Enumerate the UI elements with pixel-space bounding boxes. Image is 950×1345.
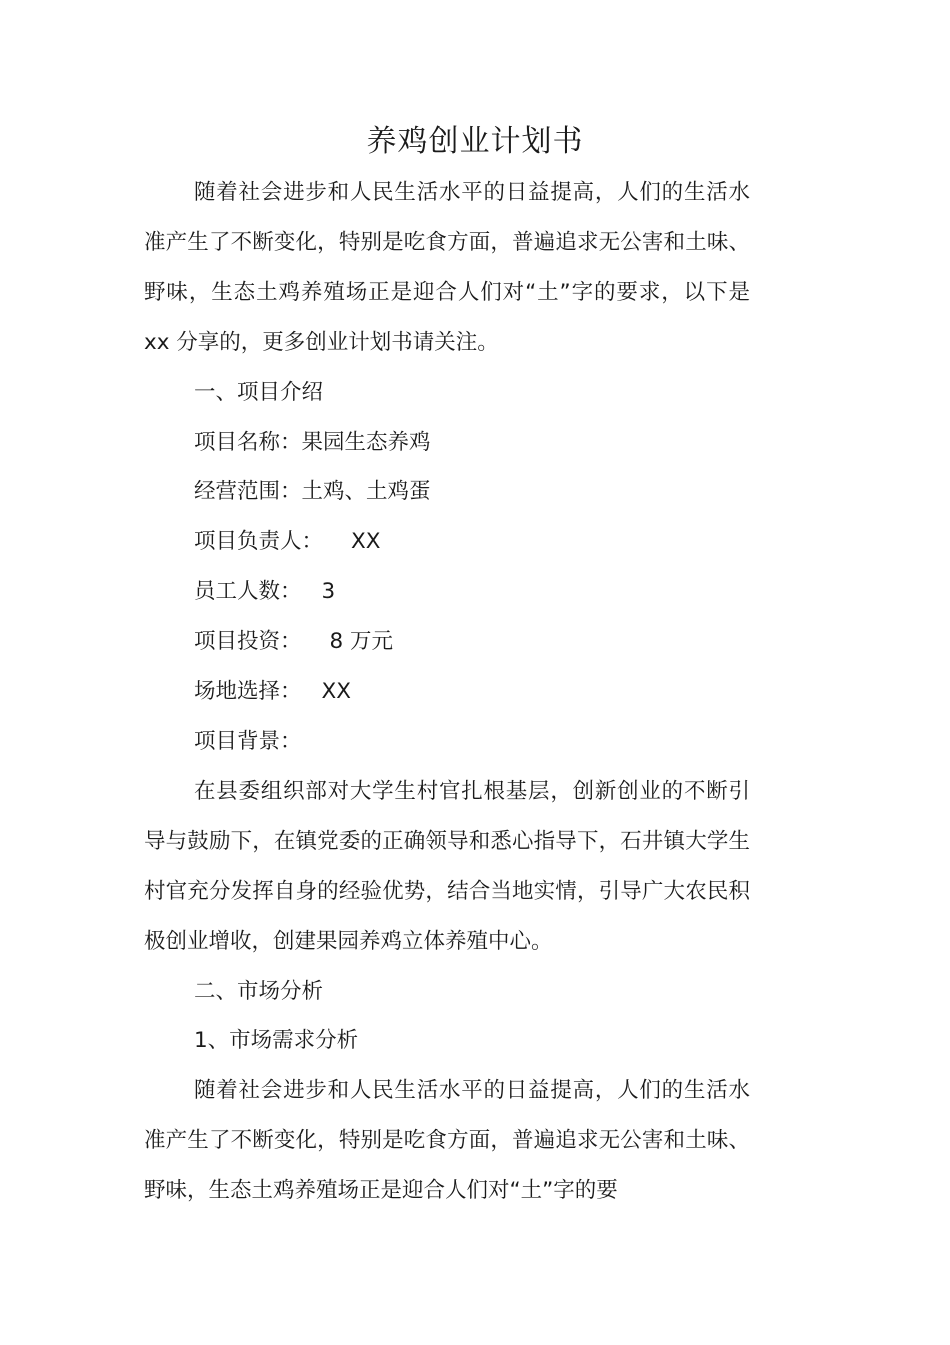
investment-label: 项目投资： <box>194 629 302 655</box>
project-manager-label: 项目负责人： <box>194 529 324 555</box>
project-name-label: 项目名称： <box>194 429 302 455</box>
business-scope-label: 经营范围： <box>194 479 302 505</box>
investment-value: 8 万元 <box>329 629 394 655</box>
site-selection-line <box>144 667 750 717</box>
project-manager-line <box>144 517 750 567</box>
business-scope-line <box>144 467 750 517</box>
subsection-heading-market-demand: 1、市场需求分析 <box>194 1028 359 1054</box>
project-name-value: 果园生态养鸡 <box>301 429 431 455</box>
section-heading-project-intro: 一、项目介绍 <box>194 379 324 405</box>
site-selection-value: XX <box>321 679 351 705</box>
section-heading-market-analysis: 二、市场分析 <box>194 978 324 1004</box>
project-background-label: 项目背景： <box>194 728 302 754</box>
business-scope-value: 土鸡、土鸡蛋 <box>301 479 431 505</box>
project-manager-value: XX <box>351 529 381 555</box>
staff-count-label: 员工人数： <box>194 579 302 605</box>
project-name-line <box>144 418 750 468</box>
staff-count-line <box>144 567 750 617</box>
background-paragraph: 在县委组织部对大学生村官扎根基层，创新创业的不断引导与鼓励下，在镇党委的正确领导和悉心指导下，石井镇大学生村官充分发挥自身的经验优势，结合当地实情，引导广大农民积极创业增收，创建果园养鸡立体养殖中心。 <box>144 778 750 954</box>
document-title: 养鸡创业计划书 <box>366 124 584 159</box>
staff-count-value: 3 <box>321 579 336 605</box>
market-demand-paragraph: 随着社会进步和人民生活水平的日益提高，人们的生活水准产生了不断变化，特别是吃食方面，普遍追求无公害和土味、野味，生态土鸡养殖场正是迎合人们对“土”字的要 <box>144 1078 750 1204</box>
site-selection-label: 场地选择： <box>194 679 302 705</box>
investment-line <box>144 617 750 667</box>
document-body <box>144 168 750 1216</box>
intro-paragraph: 随着社会进步和人民生活水平的日益提高，人们的生活水准产生了不断变化，特别是吃食方面，普遍追求无公害和土味、野味，生态土鸡养殖场正是迎合人们对“土”字的要求，以下是 xx 分享的，更多创业计划书请关注。 <box>144 180 750 355</box>
